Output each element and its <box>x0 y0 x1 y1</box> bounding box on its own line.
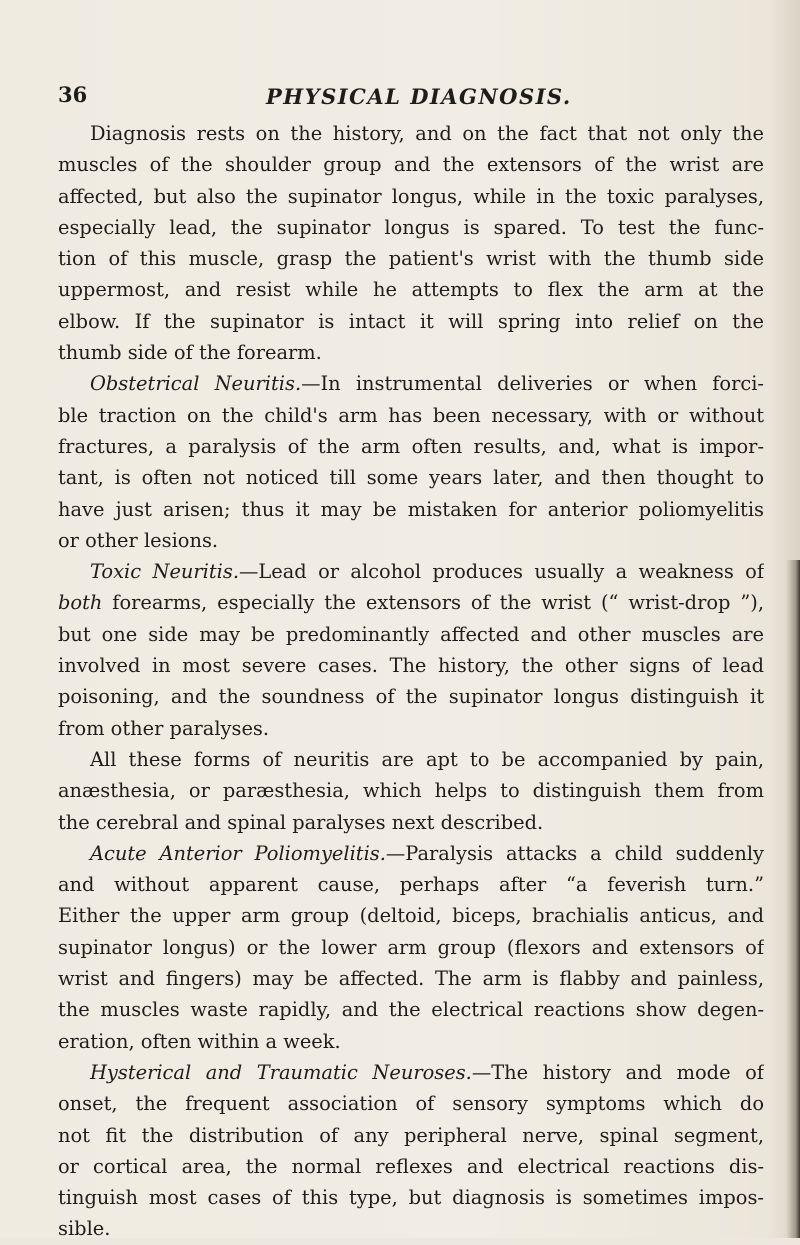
text-line: the cerebral and spinal paralyses next described. <box>58 810 544 834</box>
text-line: or cortical area, the normal reflexes and electrical reactions dis- <box>58 1154 764 1178</box>
text-line: Diagnosis rests on the history, and on the fact that not only the <box>90 122 764 145</box>
text-line: ble traction on the child's arm has been necessary, with or without <box>58 403 764 427</box>
text-line: or other lesions. <box>58 528 219 552</box>
text-line: thumb side of the forearm. <box>58 341 322 365</box>
text-line: not fit the distribution of any peripheral nerve, spinal segment, <box>58 1123 764 1147</box>
text-line: Toxic Neuritis.—Lead or alcohol produces usually a weakness of <box>90 560 764 584</box>
text-line: and without apparent cause, perhaps after “a feverish turn.” <box>58 873 764 897</box>
page-edge-shadow <box>786 560 800 1238</box>
text-line: supinator longus) or the lower arm group (flexors and extensors of <box>58 935 764 959</box>
text-line: Acute Anterior Poliomyelitis.—Paralysis attacks a child suddenly <box>90 841 764 865</box>
text-line: uppermost, and resist while he attempts to flex the arm at the <box>58 278 764 302</box>
text-line: from other paralyses. <box>58 716 270 740</box>
text-line: wrist and fingers) may be affected. The arm is flabby and painless, <box>58 967 764 991</box>
text-line: but one side may be predominantly affected and other muscles are <box>58 622 764 646</box>
text-line: muscles of the shoulder group and the extensors of the wrist are <box>58 153 764 177</box>
text-line: involved in most severe cases. The history, the other signs of lead <box>58 654 764 678</box>
text-line: have just arisen; thus it may be mistaken for anterior poliomyelitis <box>58 497 764 521</box>
text-line: Obstetrical Neuritis.—In instrumental deliveries or when forci- <box>90 372 764 396</box>
text-line: poisoning, and the soundness of the supinator longus distinguish it <box>58 685 764 709</box>
text-line: especially lead, the supinator longus is spared. To test the func- <box>58 215 764 239</box>
text-line: sible. <box>58 1217 111 1241</box>
text-line: elbow. If the supinator is intact it will spring into relief on the <box>58 309 764 333</box>
text-line: the muscles waste rapidly, and the electrical reactions show degen- <box>58 998 764 1022</box>
page-header <box>58 82 748 112</box>
text-line: All these forms of neuritis are apt to be accompanied by pain, <box>90 747 764 771</box>
text-line: fractures, a paralysis of the arm often results, and, what is impor- <box>58 434 764 458</box>
text-line: both forearms, especially the extensors of the wrist (“ wrist-drop ”), <box>58 591 764 615</box>
running-head: PHYSICAL DIAGNOSIS. <box>266 84 572 109</box>
text-line: eration, often within a week. <box>58 1029 341 1053</box>
text-line: Hysterical and Traumatic Neuroses.—The history and mode of <box>90 1060 764 1084</box>
text-line: tant, is often not noticed till some years later, and then thought to <box>58 466 764 490</box>
page-number: 36 <box>58 82 88 107</box>
text-line: onset, the frequent association of sensory symptoms which do <box>58 1092 764 1116</box>
text-line: affected, but also the supinator longus, while in the toxic paralyses, <box>58 184 764 208</box>
text-line: tion of this muscle, grasp the patient's wrist with the thumb side <box>58 247 764 271</box>
text-line: anæsthesia, or paræsthesia, which helps to distinguish them from <box>58 779 764 803</box>
text-line: Either the upper arm group (deltoid, biceps, brachialis anticus, and <box>58 904 764 928</box>
body-text <box>58 118 764 1245</box>
text-line: tinguish most cases of this type, but diagnosis is sometimes impos- <box>58 1186 764 1210</box>
